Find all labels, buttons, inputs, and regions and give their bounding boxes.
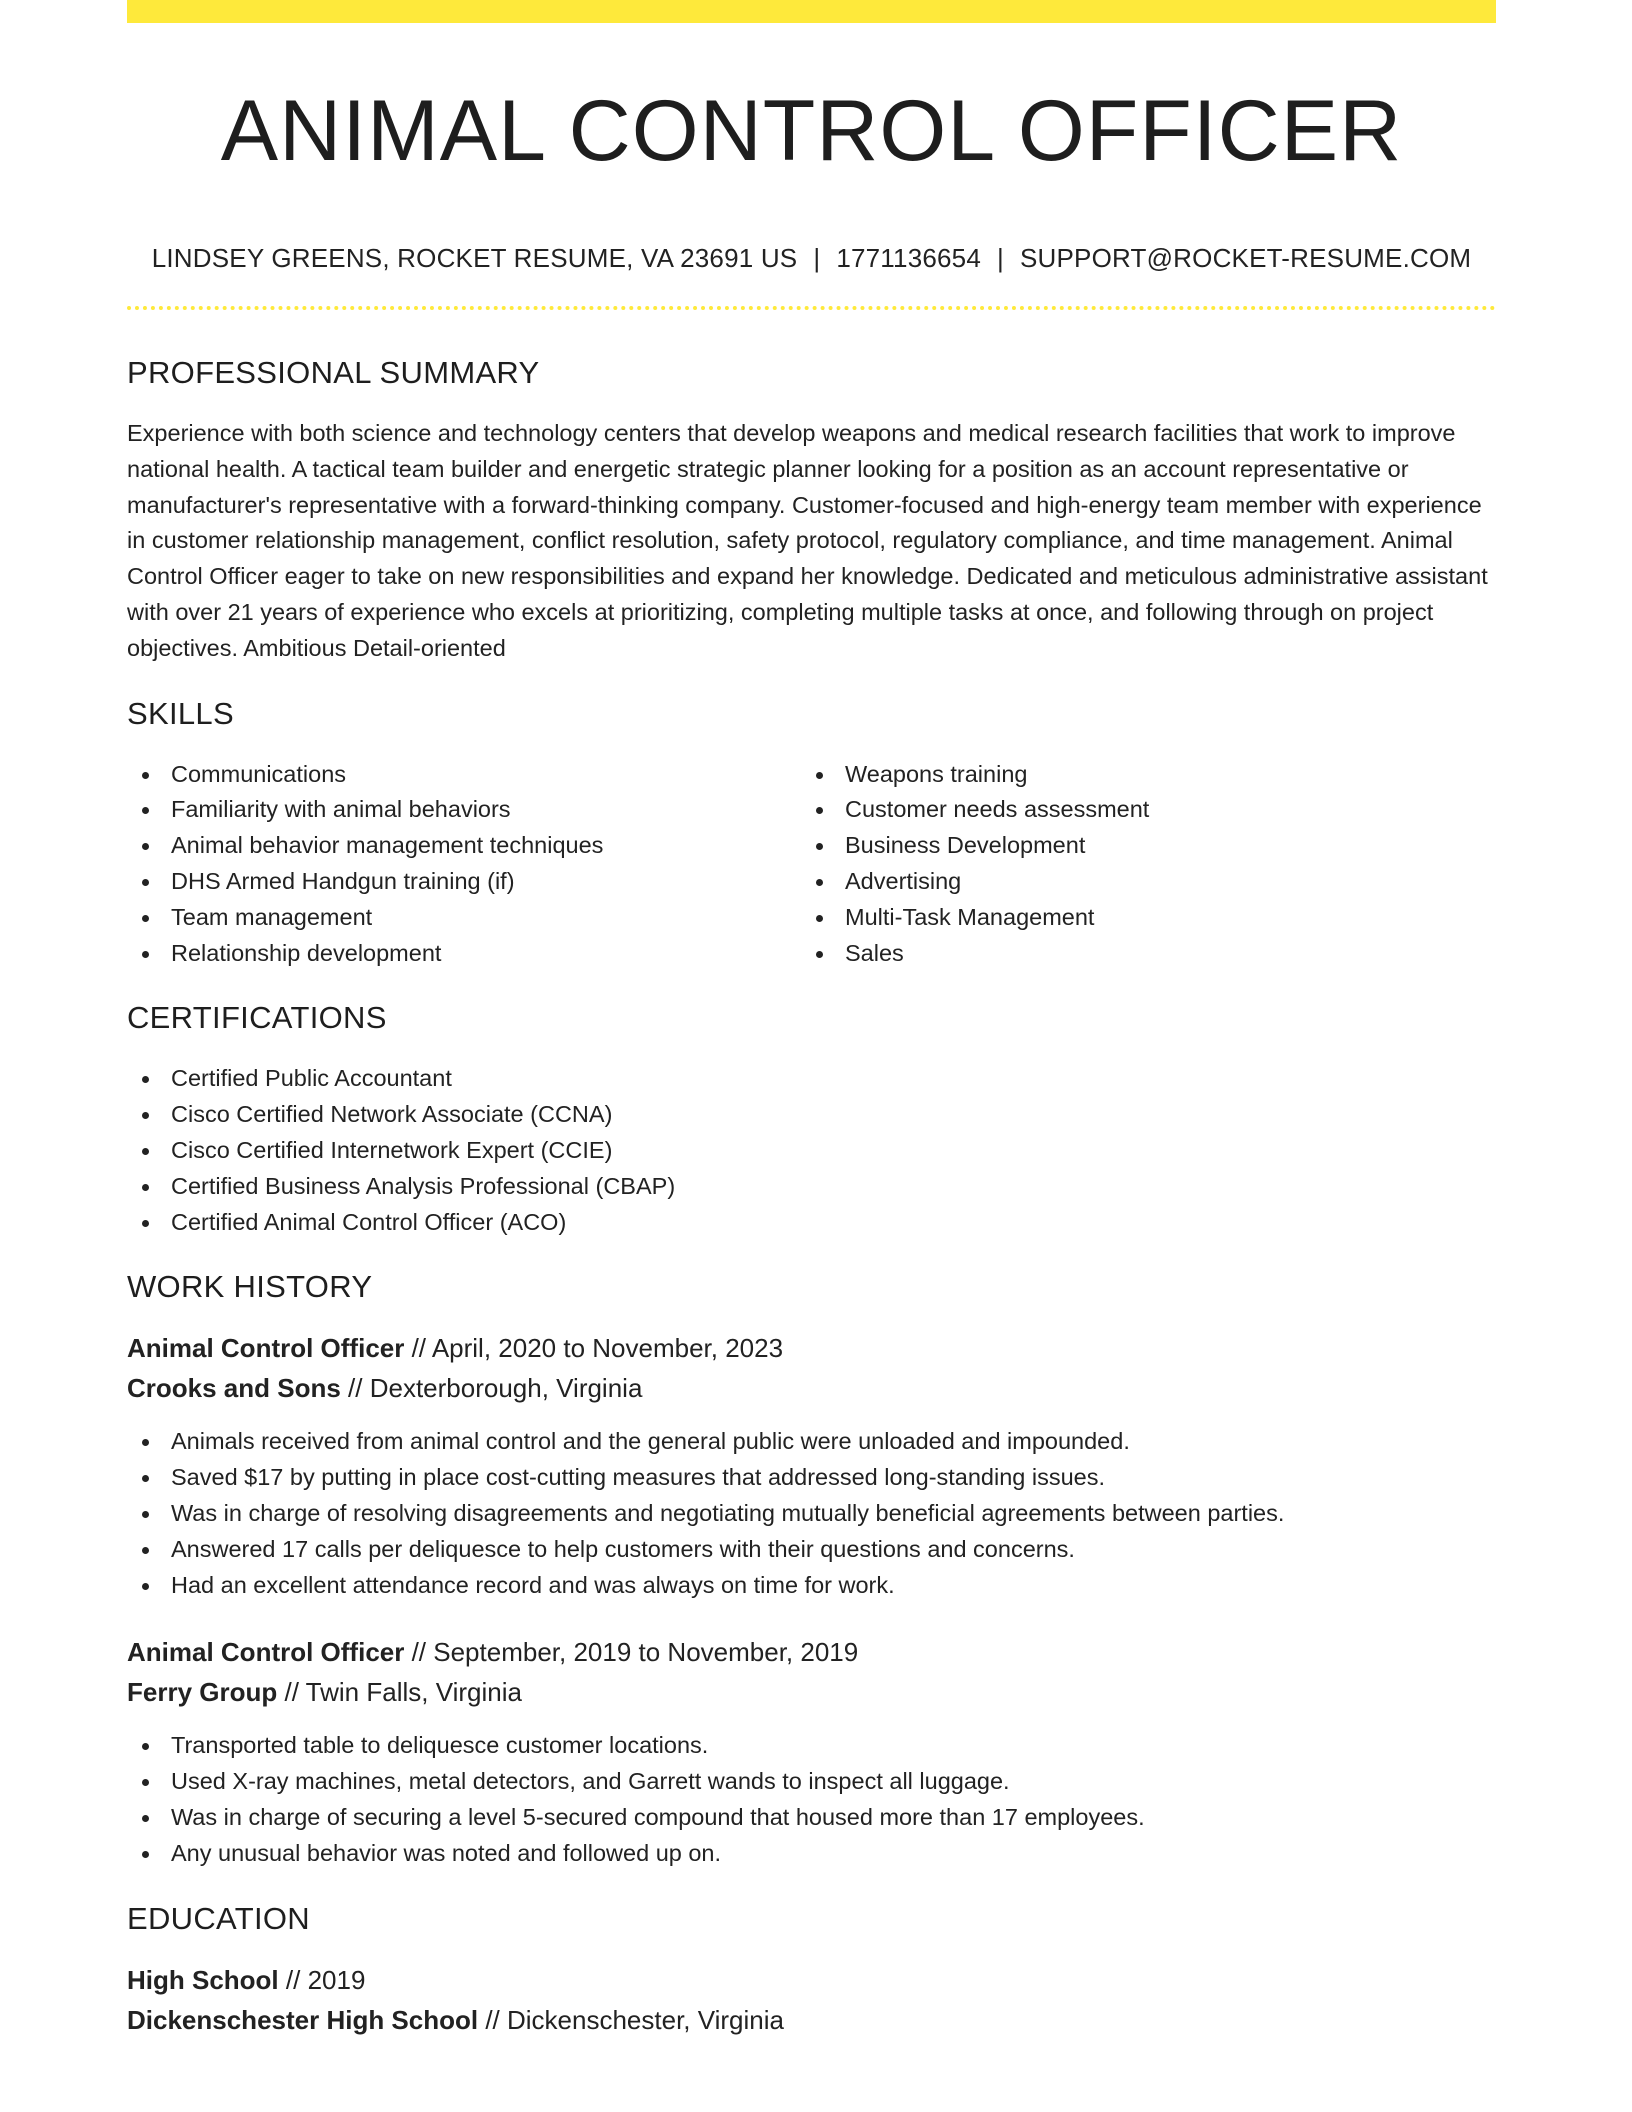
list-item <box>127 1133 1496 1169</box>
job-role-line <box>127 1328 1496 1368</box>
contact-line <box>127 243 1496 273</box>
list-item <box>127 828 801 864</box>
job-bullets <box>127 1424 1496 1603</box>
dotted-divider <box>127 306 1496 310</box>
job-bullet-text: Transported table to deliquesce customer locations. <box>171 1732 709 1759</box>
skills-column-right <box>801 757 1475 972</box>
section-title-skills: SKILLS <box>127 695 234 731</box>
list-item <box>801 757 1475 793</box>
job-bullet-text: Answered 17 calls per deliquesce to help customers with their questions and concerns. <box>171 1535 1075 1562</box>
bullet-icon <box>142 1815 149 1822</box>
list-item <box>127 1728 1496 1764</box>
bullet-icon <box>142 1851 149 1858</box>
job-company-line <box>127 1672 1496 1712</box>
education-school-line <box>127 2000 1496 2040</box>
contact-separator: | <box>997 243 1004 273</box>
section-title-education: EDUCATION <box>127 1900 310 1936</box>
bullet-icon <box>142 1583 149 1590</box>
section-title-work-history: WORK HISTORY <box>127 1269 373 1305</box>
bullet-icon <box>142 1220 149 1227</box>
contact-email: SUPPORT@ROCKET-RESUME.COM <box>1019 243 1472 273</box>
bullet-icon <box>816 772 823 779</box>
education-school: Dickenschester High School <box>127 2004 479 2035</box>
education-degree-line <box>127 1960 1496 2000</box>
job-bullet-text: Was in charge of resolving disagreements and negotiating mutually beneficial agreements between parties. <box>171 1499 1285 1526</box>
bullet-icon <box>142 1779 149 1786</box>
education-year: // 2019 <box>278 1964 366 1995</box>
bullet-icon <box>816 843 823 850</box>
bullet-icon <box>816 879 823 886</box>
education-location: // Dickenschester, Virginia <box>478 2004 784 2035</box>
list-item <box>801 828 1475 864</box>
list-item <box>127 1836 1496 1872</box>
skill-text: Team management <box>171 903 373 930</box>
list-item <box>127 900 801 936</box>
job-dates: // April, 2020 to November, 2023 <box>404 1333 784 1364</box>
contact-address: LINDSEY GREENS, ROCKET RESUME, VA 23691 US <box>151 243 798 273</box>
job-role: Animal Control Officer <box>127 1637 405 1668</box>
job-role: Animal Control Officer <box>127 1333 405 1364</box>
skill-text: Sales <box>845 939 904 966</box>
certification-text: Certified Public Accountant <box>171 1065 452 1092</box>
bullet-icon <box>142 1547 149 1554</box>
list-item <box>127 1568 1496 1604</box>
bullet-icon <box>816 951 823 958</box>
skill-text: Business Development <box>845 832 1086 859</box>
job-role-line <box>127 1632 1496 1672</box>
bullet-icon <box>142 807 149 814</box>
bullet-icon <box>142 915 149 922</box>
certifications-list <box>127 1061 1496 1240</box>
summary-text: Experience with both science and technology centers that develop weapons and medical research facilities that work to improve national health. A tactical team builder and energetic strategic planner looking for a position as an account representative or manufacturer's representative with a forward-thinking company. Customer-focused and high-energy team member with experience in customer relationship management, conflict resolution, safety protocol, regulatory compliance, and time management. Animal Control Officer eager to take on new responsibilities and expand her knowledge. Dedicated and meticulous administrative assistant with over 21 years of experience who excels at prioritizing, completing multiple tasks at once, and following through on project objectives. Ambitious Detail-oriented <box>127 420 1488 661</box>
list-item <box>127 1169 1496 1205</box>
section-title-summary: PROFESSIONAL SUMMARY <box>127 355 540 390</box>
job-company-line <box>127 1368 1496 1408</box>
skill-text: Relationship development <box>171 939 442 966</box>
resume-title: ANIMAL CONTROL OFFICER <box>220 83 1403 179</box>
bullet-icon <box>142 1511 149 1518</box>
contact-separator: | <box>813 243 821 273</box>
bullet-icon <box>816 807 823 814</box>
job-location: // Twin Falls, Virginia <box>277 1677 522 1708</box>
bullet-icon <box>142 1112 149 1119</box>
job-entry <box>127 1328 1496 1603</box>
education-degree: High School <box>127 1964 279 1995</box>
skill-text: Advertising <box>845 867 962 894</box>
skill-text: DHS Armed Handgun training (if) <box>171 867 515 894</box>
list-item <box>127 1205 1496 1241</box>
bullet-icon <box>142 951 149 958</box>
list-item <box>801 792 1475 828</box>
skill-text: Communications <box>171 760 347 787</box>
list-item <box>127 1097 1496 1133</box>
bullet-icon <box>142 879 149 886</box>
list-item <box>801 936 1475 972</box>
list-item <box>127 792 801 828</box>
bullet-icon <box>142 1148 149 1155</box>
list-item <box>127 936 801 972</box>
certification-text: Certified Business Analysis Professional (CBAP) <box>171 1172 676 1199</box>
job-company: Ferry Group <box>127 1677 278 1708</box>
job-bullet-text: Saved $17 by putting in place cost-cutting measures that addressed long-standing issues. <box>171 1464 1106 1491</box>
bullet-icon <box>816 915 823 922</box>
accent-top-bar <box>127 0 1496 23</box>
bullet-icon <box>142 1743 149 1750</box>
list-item <box>127 1764 1496 1800</box>
job-entry <box>127 1632 1496 1871</box>
list-item <box>127 757 801 793</box>
job-bullet-text: Was in charge of securing a level 5-secured compound that housed more than 17 employees. <box>171 1803 1145 1830</box>
skill-text: Weapons training <box>845 760 1028 787</box>
list-item <box>801 864 1475 900</box>
resume-page <box>127 0 1496 2040</box>
certification-text: Certified Animal Control Officer (ACO) <box>171 1208 567 1235</box>
skill-text: Familiarity with animal behaviors <box>171 796 511 823</box>
list-item <box>127 1460 1496 1496</box>
job-bullet-text: Used X-ray machines, metal detectors, and Garrett wands to inspect all luggage. <box>171 1768 1010 1795</box>
bullet-icon <box>142 1184 149 1191</box>
bullet-icon <box>142 1439 149 1446</box>
certification-text: Cisco Certified Internetwork Expert (CCIE) <box>171 1136 613 1163</box>
list-item <box>801 900 1475 936</box>
section-title-certifications: CERTIFICATIONS <box>127 1000 387 1036</box>
certification-text: Cisco Certified Network Associate (CCNA) <box>171 1101 613 1128</box>
contact-phone: 1771136654 <box>836 243 981 273</box>
list-item <box>127 1496 1496 1532</box>
bullet-icon <box>142 1475 149 1482</box>
list-item <box>127 864 801 900</box>
job-bullet-text: Any unusual behavior was noted and followed up on. <box>171 1839 722 1866</box>
skill-text: Customer needs assessment <box>845 796 1150 823</box>
bullet-icon <box>142 772 149 779</box>
job-company: Crooks and Sons <box>127 1373 341 1404</box>
skill-text: Animal behavior management techniques <box>171 832 604 859</box>
skills-column-left <box>127 757 801 972</box>
job-dates: // September, 2019 to November, 2019 <box>404 1637 859 1668</box>
job-bullets <box>127 1728 1496 1871</box>
job-bullet-text: Animals received from animal control and the general public were unloaded and impounded. <box>171 1428 1130 1455</box>
list-item <box>127 1532 1496 1568</box>
education-entry <box>127 1960 1496 2040</box>
job-location: // Dexterborough, Virginia <box>340 1373 643 1404</box>
job-bullet-text: Had an excellent attendance record and was always on time for work. <box>171 1571 895 1598</box>
list-item <box>127 1061 1496 1097</box>
list-item <box>127 1424 1496 1460</box>
skills-grid <box>127 757 1496 972</box>
list-item <box>127 1800 1496 1836</box>
bullet-icon <box>142 1076 149 1083</box>
bullet-icon <box>142 843 149 850</box>
skill-text: Multi-Task Management <box>845 903 1095 930</box>
